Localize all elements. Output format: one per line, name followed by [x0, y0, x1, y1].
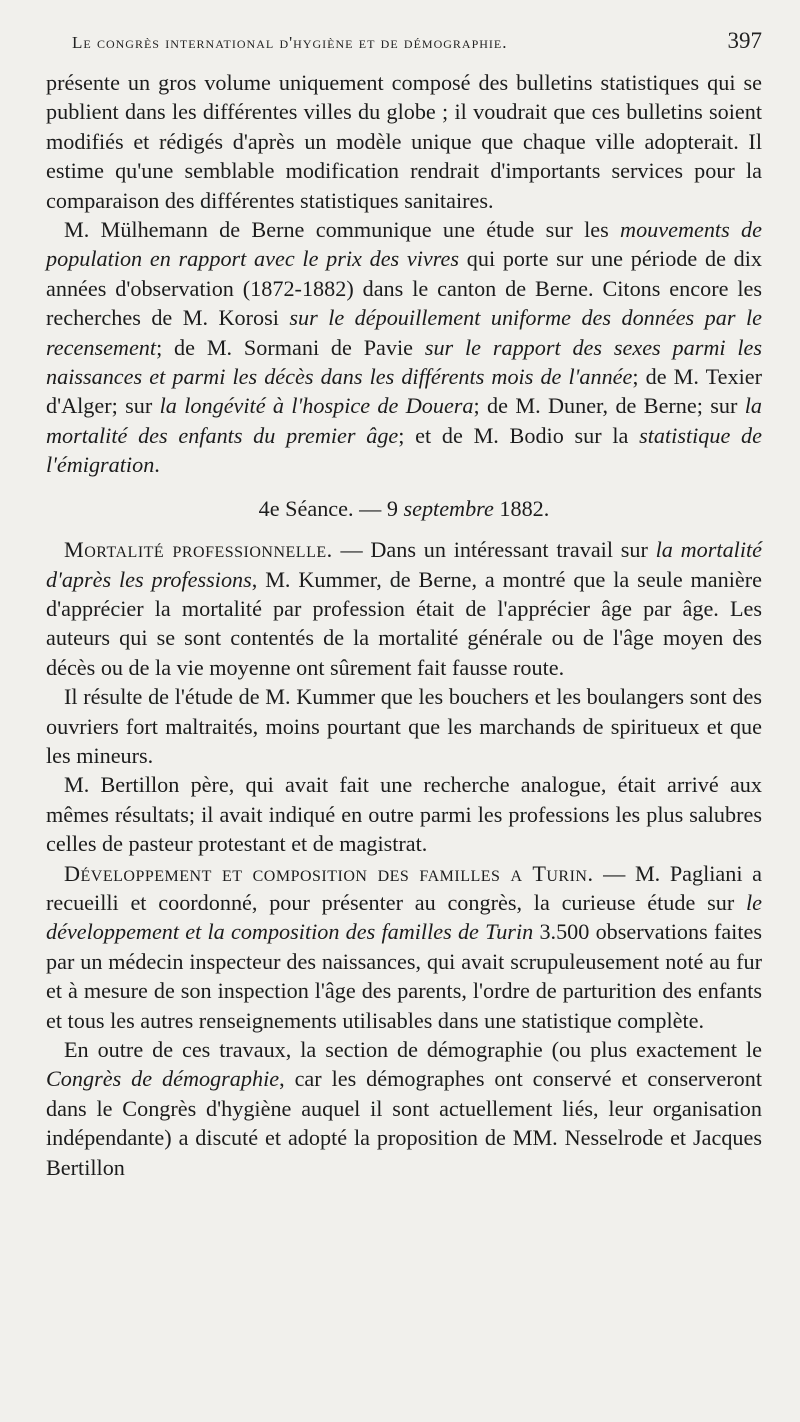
paragraph-bertillon: M. Bertillon père, qui avait fait une recherche analogue, était arrivé aux mêmes résultats; il avait indiqué en outre parmi les professions les plus salubres celles de pasteur protestant et de magistrat. [46, 772, 762, 857]
text-run: M. Mülhemann de Berne communique une étude sur les [64, 217, 621, 243]
text-run: ; de M. Sormani de Pavie [156, 334, 425, 360]
text-run: ; et de M. Bodio sur la [398, 422, 640, 448]
text-run: — M. Pagliani a recueilli et coordonné, pour présenter au congrès, la curieuse étude sur [46, 860, 762, 915]
section-heading: Mortalité professionnelle. [64, 537, 333, 563]
body-text [46, 68, 762, 1182]
italic-title: le développement et la composition des familles de Turin [46, 889, 762, 945]
session-year: 1882. [499, 495, 550, 521]
italic-title: la longévité à l'hospice de Douera [159, 393, 474, 419]
section-heading: Développement et composition des familles a Turin. [64, 860, 594, 886]
italic-title: Congrès de démographie [46, 1066, 280, 1092]
text-run: — Dans un intéressant travail sur [332, 537, 656, 563]
italic-title: la mortalité d'après les professions [46, 537, 763, 592]
paragraph-section-demographie [46, 1035, 762, 1182]
italic-title: mouvements de population en rapport avec le prix des vivres [46, 217, 762, 272]
text-run: 3.500 observations faites par un médecin inspecteur des naissances, qui avait scrupuleusement noté au fur et à mesure de son inspection l'âge des parents, l'ordre de parturition des enfants et tous les autres renseignements utilisables dans une statistique complète. [46, 919, 762, 1033]
paragraph-turin [46, 859, 762, 1035]
italic-title: la mortalité des enfants du premier âge [46, 393, 763, 448]
italic-title: sur le dépouillement uniforme des données par le recensement [46, 305, 762, 360]
text-run: . [154, 452, 160, 478]
page-number: 397 [727, 28, 762, 53]
text-run: En outre de ces travaux, la section de démographie (ou plus exactement le [64, 1037, 762, 1062]
text-run: ; de M. Duner, de Berne; sur [473, 393, 745, 419]
italic-title: sur le rapport des sexes parmi les naissances et parmi les décès dans les différents mois de l'année [46, 334, 762, 390]
session-label: 4e Séance. [258, 495, 354, 521]
text-run: ; de M. Texier d'Alger; sur [46, 364, 762, 419]
page-header [46, 28, 762, 68]
paragraph-kummer: Il résulte de l'étude de M. Kummer que les bouchers et les boulangers sont des ouvriers fort maltraités, moins pourtant que les marchands de spiritueux et que les mineurs. [46, 684, 762, 768]
running-title: Le congrès international d'hygiène et de démographie. [72, 33, 508, 52]
italic-title: statistique de l'émigration [46, 422, 762, 478]
session-month: septembre [403, 495, 494, 521]
session-dash: — [353, 495, 387, 521]
text-run: , M. Kummer, de Berne, a montré que la seule manière d'apprécier la mortalité par profession était de l'apprécier âge par âge. Les auteurs qui se sont contentés de la mortalité générale ou de l'âge moyen des décès ou de la vie moyenne ont sûrement fait fausse route. [46, 566, 762, 680]
paragraph-continued: présente un gros volume uniquement composé des bulletins statistiques qui se publient dans les différentes villes du globe ; il voudrait que ces bulletins soient modifiés et rédigés d'après un modèle unique que chaque ville adopterait. Il estime qu'une semblable modification rendrait d'importants services pour la comparaison des différentes statistiques sanitaires. [46, 70, 762, 213]
text-run: , car les démographes ont conservé et conserveront dans le Congrès d'hygiène auquel il sont actuellement liés, leur organisation indépendante) a discuté et adopté la proposition de MM. Nesselrode et Jacques Bertillon [46, 1066, 762, 1180]
session-heading [46, 494, 762, 523]
text-run: qui porte sur une période de dix années d'observation (1872-1882) dans le canton de Berne. Citons encore les recherches de M. Korosi [46, 246, 762, 331]
paragraph-muhlemann [46, 215, 762, 480]
paragraph-mortalite [46, 535, 762, 682]
session-day: 9 [386, 495, 398, 521]
